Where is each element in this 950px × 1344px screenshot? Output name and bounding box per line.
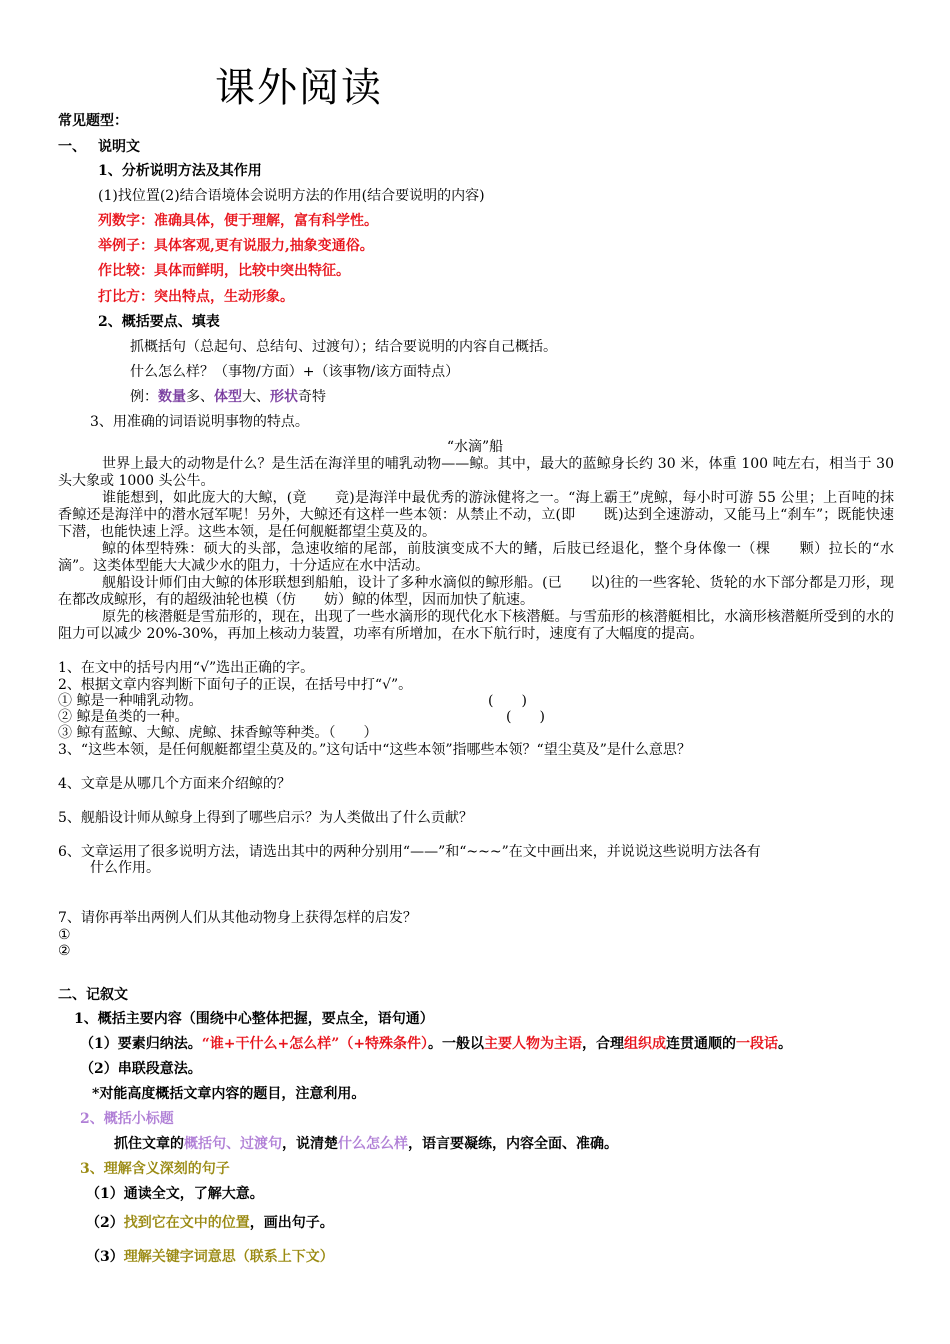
example-text-3: 奇特 <box>298 389 326 405</box>
item-deep-sentences: 3、理解含义深刻的句子 <box>80 1161 230 1177</box>
page-title: 课外阅读 <box>215 65 383 111</box>
subtitles-text-3: ，语言要凝练，内容全面、准确。 <box>408 1136 618 1152</box>
method-metaphor: 打比方：突出特点，生动形象。 <box>98 289 294 305</box>
item-steps: (1)找位置(2)结合语境体会说明方法的作用(结合要说明的内容) <box>98 188 485 204</box>
element-paragraph: 一段话 <box>736 1036 779 1052</box>
title-tip: *对能高度概括文章内容的题目，注意利用。 <box>92 1086 366 1102</box>
item-accurate-words: 3、用准确的词语说明事物的特点。 <box>90 414 309 430</box>
question-3: 3、“这些本领，是任何舰艇都望尘莫及的。”这句话中“这些本领”指哪些本领？“望尘莫及”是什么意思？ <box>58 742 691 758</box>
article-paragraph-5: 原先的核潜艇是雪茄形的，现在，出现了一些水滴形的现代化水下核潜艇。与雪茄形的核潜艇相比，水滴形核潜艇所受到的水的阻力可以减少 20%-30%，再加上核动力装置，功率有所增加，在水下航行时，速度有了大幅度的提高。 <box>58 609 894 642</box>
section-one-number: 一、 <box>58 139 86 155</box>
subtitles-keyword-2: 什么怎么样 <box>338 1136 408 1152</box>
question-5: 5、舰船设计师从鲸身上得到了哪些启示？为人类做出了什么贡献？ <box>58 810 473 826</box>
deep-step-2-keyword: 找到它在文中的位置 <box>123 1215 250 1231</box>
item-summarize: 2、概括要点、填表 <box>98 314 220 330</box>
question-2b-answer-box[interactable]: ( ) <box>506 709 545 725</box>
element-method-label: （1）要素归纳法。 <box>80 1036 202 1052</box>
question-2c: ③ 鲸有蓝鲸、大鲸、虎鲸、抹香鲸等种类。（ ） <box>58 725 378 741</box>
item-subtitles: 2、概括小标题 <box>80 1111 174 1127</box>
question-2a: ① 鲸是一种哺乳动物。 <box>58 693 203 709</box>
subtitles-text-1: 抓住文章的 <box>114 1136 184 1152</box>
summarize-tip: 抓概括句（总起句、总结句、过渡句）；结合要说明的内容自己概括。 <box>130 339 557 355</box>
deep-step-2-text: ，画出句子。 <box>249 1215 334 1231</box>
method-comparison: 作比较：具体而鲜明，比较中突出特征。 <box>98 263 350 279</box>
section-two-heading: 二、记叙文 <box>58 987 128 1003</box>
article-title: “水滴”船 <box>446 439 504 455</box>
method-numbers: 列数字：准确具体，便于理解，富有科学性。 <box>98 213 378 229</box>
example-label: 例： <box>130 389 158 405</box>
question-7-answer-2: ② <box>58 943 71 959</box>
example-line <box>130 388 326 406</box>
example-text-1: 多、 <box>186 389 214 405</box>
method-examples: 举例子：具体客观,更有说服力,抽象变通俗。 <box>98 238 374 254</box>
element-subject: 主要人物为主语 <box>484 1036 583 1052</box>
item-analyze-methods: 1、分析说明方法及其作用 <box>98 163 262 179</box>
example-keyword-body: 体型 <box>214 389 242 405</box>
element-formula: “谁+干什么+怎么样”（+特殊条件） <box>201 1036 429 1052</box>
deep-step-3-num: （3） <box>86 1249 124 1265</box>
section-one-heading: 说明文 <box>98 139 140 155</box>
article-paragraph-3: 鲸的体型特殊：硕大的头部，急速收缩的尾部，前肢演变成不大的鳍，后肢已经退化，整个身体像一（棵 颗）拉长的“水滴”。这类体型能大大减少水的阻力，十分适应在水中活动。 <box>58 541 894 574</box>
subtitles-keyword-1: 概括句、过渡句 <box>184 1136 282 1152</box>
deep-step-2-num: （2） <box>86 1215 124 1231</box>
example-keyword-shape: 形状 <box>270 389 298 405</box>
question-6: 6、文章运用了很多说明方法，请选出其中的两种分别用“——”和“~~~”在文中画出来，并说说这些说明方法各有 <box>58 844 761 860</box>
article-paragraph-4: 舰船设计师们由大鲸的体形联想到船舶，设计了多种水滴似的鲸形船。(已 以)往的一些客轮、货轮的水下部分都是刀形，现在都改成鲸形，有的超级油轮也模（仿 妨）鲸的体型，因而加快了航速。 <box>58 575 894 608</box>
deep-step-3 <box>86 1248 334 1266</box>
question-4: 4、文章是从哪几个方面来介绍鲸的？ <box>58 776 291 792</box>
subtitles-tip-line <box>114 1135 618 1153</box>
question-7-answer-1: ① <box>58 927 71 943</box>
element-text-1: 。一般以 <box>428 1036 485 1052</box>
summarize-formula: 什么怎么样？（事物/方面）+（该事物/该方面特点） <box>130 364 460 380</box>
element-text-2: ，合理 <box>582 1036 625 1052</box>
question-2b: ② 鲸是鱼类的一种。 <box>58 709 189 725</box>
question-2a-answer-box[interactable]: ( ) <box>488 693 527 709</box>
example-text-2: 大、 <box>242 389 270 405</box>
subtitles-text-2: ，说清楚 <box>282 1136 338 1152</box>
element-text-3: 连贯通顺的 <box>666 1036 737 1052</box>
element-organize: 组织成 <box>624 1036 667 1052</box>
question-6-continued: 什么作用。 <box>90 860 160 876</box>
deep-step-2 <box>86 1214 334 1232</box>
item-main-content: 1、概括主要内容（围绕中心整体把握，要点全，语句通） <box>74 1011 434 1027</box>
deep-step-1: （1）通读全文，了解大意。 <box>86 1186 264 1202</box>
question-2: 2、根据文章内容判断下面句子的正误，在括号中打“√”。 <box>58 677 413 693</box>
deep-step-3-keyword: 理解关键字词意思（联系上下文） <box>123 1249 334 1265</box>
article-paragraph-1: 世界上最大的动物是什么？是生活在海洋里的哺乳动物——鲸。其中，最大的蓝鲸身长约 30 米，体重 100 吨左右，相当于 30 头大象或 1000 头公牛。 <box>58 456 894 489</box>
question-1: 1、在文中的括号内用“√”选出正确的字。 <box>58 660 315 676</box>
common-question-types: 常见题型： <box>58 113 128 129</box>
article-paragraph-2: 谁能想到，如此庞大的大鲸，(竟 竞)是海洋中最优秀的游泳健将之一。“海上霸王”虎鲸，每小时可游 55 公里；上百吨的抹香鲸还是海洋中的潜水冠军呢！另外，大鲸还有这样一些本领：从禁止不动，立(即 既)达到全速游动，又能马上“刹车”；既能快速下潜，也能快速上浮。这些本领，是任何舰艇都望尘莫及的。 <box>58 490 894 540</box>
element-method-line <box>80 1035 792 1053</box>
element-text-4: 。 <box>778 1036 793 1052</box>
paragraph-join-method: （2）串联段意法。 <box>80 1061 202 1077</box>
question-7: 7、请你再举出两例人们从其他动物身上获得怎样的启发？ <box>58 910 417 926</box>
example-keyword-quantity: 数量 <box>158 389 186 405</box>
